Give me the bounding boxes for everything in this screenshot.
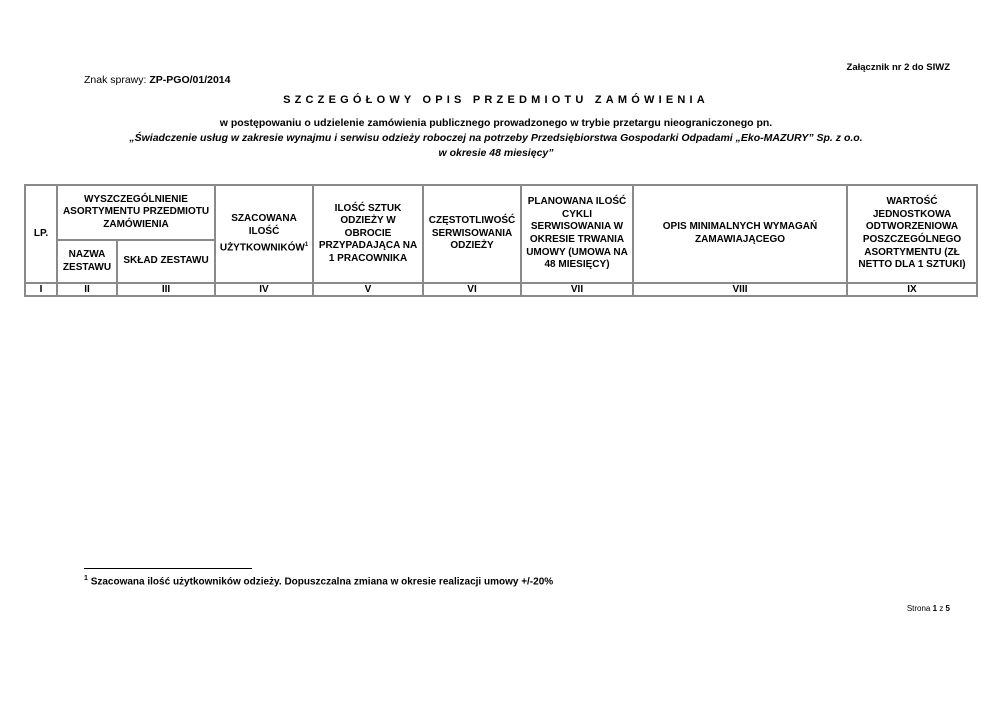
header-frequency: CZĘSTOTLIWOŚĆ SERWISOWANIA ODZIEŻY [423,185,521,283]
column-numbers-row [25,283,977,296]
column-number: II [57,283,117,296]
header-set-composition: SKŁAD ZESTAWU [117,240,215,283]
footnote-text: Szacowana ilość użytkowników odzieży. Dopuszczalna zmiana w okresie realizacji umowy +/-20% [90,576,554,588]
header-value: WARTOŚĆ JEDNOSTKOWA ODTWORZENIOWA POSZCZEGÓLNEGO ASORTYMENTU (ZŁ NETTO DLA 1 SZTUKI) [847,185,977,283]
subtitle-line-1: w postępowaniu o udzielenie zamówienia publicznego prowadzonego w trybie przetargu nieograniczonego pn. [219,117,773,129]
page-title: SZCZEGÓŁOWY OPIS PRZEDMIOTU ZAMÓWIENIA [283,94,709,106]
pager-current: 1 [932,604,938,613]
case-number [84,74,230,86]
footnote [84,575,553,587]
footnote-marker: 1 [84,575,88,582]
footnote-ref: 1 [304,241,309,248]
pager-total: 5 [945,604,950,613]
header-lp: LP. [25,185,57,283]
subtitle-line-3: w okresie 48 miesięcy” [438,147,554,159]
column-number: III [117,283,215,296]
specification-table [24,184,978,297]
annex-label: Załącznik nr 2 do SIWZ [846,62,950,73]
case-number-value: ZP-PGO/01/2014 [149,74,231,86]
header-assortment: WYSZCZEGÓLNIENIE ASORTYMENTU PRZEDMIOTU ZAMÓWIENIA [57,185,215,240]
column-number: I [25,283,57,296]
column-number: VII [521,283,633,296]
column-number: IV [215,283,313,296]
header-users [215,185,313,283]
footnote-separator [84,568,252,569]
header-quantity: ILOŚĆ SZTUK ODZIEŻY W OBROCIE PRZYPADAJĄCA NA 1 PRACOWNIKA [313,185,423,283]
header-set-name: NAZWA ZESTAWU [57,240,117,283]
subtitle-line-2: „Świadczenie usług w zakresie wynajmu i serwisu odzieży roboczej na potrzeby Przedsiębiorstwa Gospodarki Odpadami „Eko-MAZURY” Sp. z o.o. [129,132,863,144]
column-number: V [313,283,423,296]
pager-of: z [939,604,944,613]
pager-label: Strona [906,604,931,613]
header-users-label: SZACOWANA ILOŚĆ UŻYTKOWNIKÓW [219,213,305,253]
column-number: IX [847,283,977,296]
case-label: Znak sprawy: [84,74,147,86]
column-number: VI [423,283,521,296]
page-number [907,604,950,613]
subtitle [0,116,992,161]
column-number: VIII [633,283,847,296]
header-cycles: PLANOWANA ILOŚĆ CYKLI SERWISOWANIA W OKRESIE TRWANIA UMOWY (UMOWA NA 48 MIESIĘCY) [521,185,633,283]
header-requirements: OPIS MINIMALNYCH WYMAGAŃ ZAMAWIAJĄCEGO [633,185,847,283]
